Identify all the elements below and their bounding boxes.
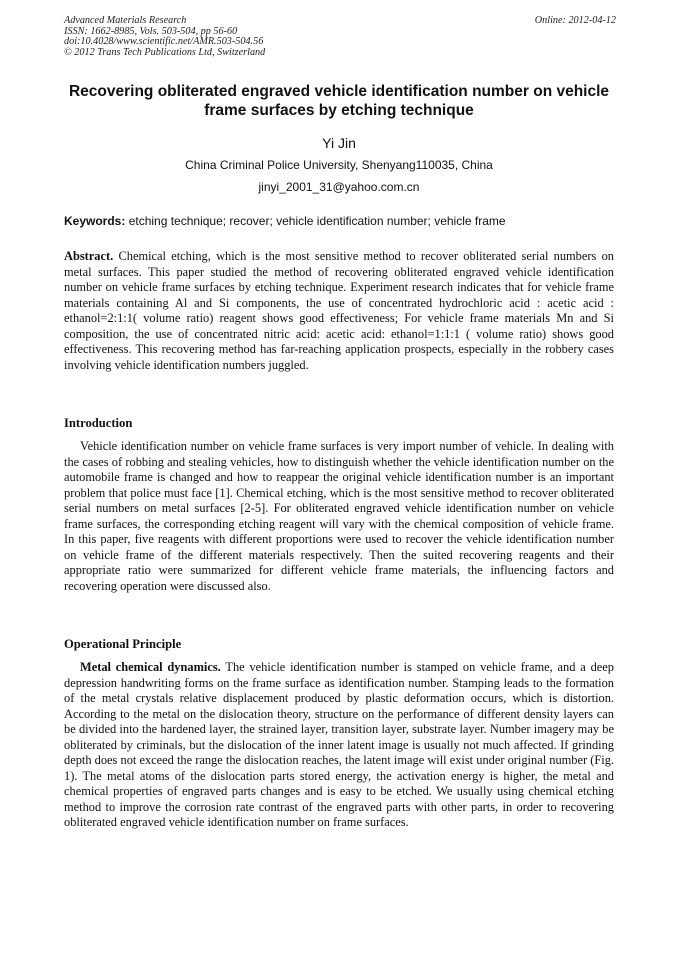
author-affiliation: China Criminal Police University, Shenyang110035, China — [185, 158, 493, 172]
copyright-line: © 2012 Trans Tech Publications Ltd, Switzerland — [64, 46, 266, 58]
running-header — [64, 16, 616, 58]
introduction-heading: Introduction — [64, 416, 133, 430]
metal-chemical-dynamics-lead: Metal chemical dynamics. — [80, 660, 221, 674]
author-name: Yi Jin — [322, 135, 356, 151]
abstract-paragraph — [64, 249, 614, 373]
abstract-label: Abstract. — [64, 249, 114, 263]
operational-text: The vehicle identification number is stamped on vehicle frame, and a deep depression handwriting forms on the frame surface as identification number. Stamping leads to the formation of the metal crystals relative displacement produced by plastic deformation occurs, which is distortion. According to the metal on the dislocation theory, structure on the performance of different density layers can be divided into the hardened layer, the strained layer, transition layer, substrate layer. Number imagery may be obliterated by criminals, but the dislocation of the inner latent image is usually not much affected. If grinding depth does not exceed the range the dislocation reaches, the latent image will exist under original number (Fig. 1). The metal atoms of the dislocation parts stored energy, the activation energy is higher, the metal and chemical properties of engraved parts changes and is easy to be etched. We usually using chemical etching method to improve the corrosion rate contrast of the engraved parts with other parts, in order to recovering obliterated engraved vehicle identification number on frame surfaces. — [64, 660, 614, 829]
author-email: jinyi_2001_31@yahoo.com.cn — [258, 180, 420, 194]
introduction-paragraph: Vehicle identification number on vehicle frame surfaces is very import number of vehicle. In dealing with the cases of robbing and stealing vehicles, how to distinguish whether the vehicle identification number on the automobile frame is changed and how to reappear the original vehicle identification number is an important problem that police must face [1]. Chemical etching, which is the most sensitive method to recover obliterated serial numbers on metal surfaces [2-5]. For obliterated engraved vehicle identification number on vehicle frame surfaces, the corresponding etching reagent will vary with the chemical composition of vehicle frame. In this paper, five reagents with different proportions were used to recover the vehicle identification number on vehicle frame of the different materials respectively. Then the suited recovering reagents and their appropriate ratio were summarized for different vehicle frame materials, the influencing factors and recovering operation were discussed also. — [64, 439, 614, 593]
online-date: Online: 2012-04-12 — [534, 15, 616, 26]
operational-paragraph — [64, 660, 614, 831]
journal-name: Advanced Materials Research — [64, 15, 187, 26]
keywords-text: etching technique; recover; vehicle identification number; vehicle frame — [125, 214, 506, 228]
keywords-label: Keywords: — [64, 214, 126, 228]
paper-title: Recovering obliterated engraved vehicle identification number on vehicle frame surfaces by etching technique — [68, 83, 610, 119]
issn-line: ISSN: 1662-8985, Vols. 503-504, pp 56-60 — [64, 25, 238, 37]
keywords-line — [64, 214, 616, 228]
publication-info — [64, 16, 616, 58]
abstract-text: Chemical etching, which is the most sensitive method to recover obliterated serial numbers on metal surfaces. This paper studied the method of recovering obliterated engraved vehicle identification number on vehicle frame surfaces by etching technique. Experiment research indicates that for vehicle frame materials containing Al and Si components, the use of concentrated hydrochloric acid : acetic acid : ethanol=2:1:1( volume ratio) reagent shows good effectiveness; For vehicle frame materials Mn and Si composition, the use of concentrated nitric acid: acetic acid: ethanol=1:1:1 ( volume ratio) shows good effectiveness. This recovering method has far-reaching application prospects, especially in the robbery cases involving vehicle identification numbers juggled. — [64, 249, 614, 372]
operational-principle-heading: Operational Principle — [64, 637, 182, 651]
doi-line: doi:10.4028/www.scientific.net/AMR.503-504.56 — [64, 36, 264, 48]
